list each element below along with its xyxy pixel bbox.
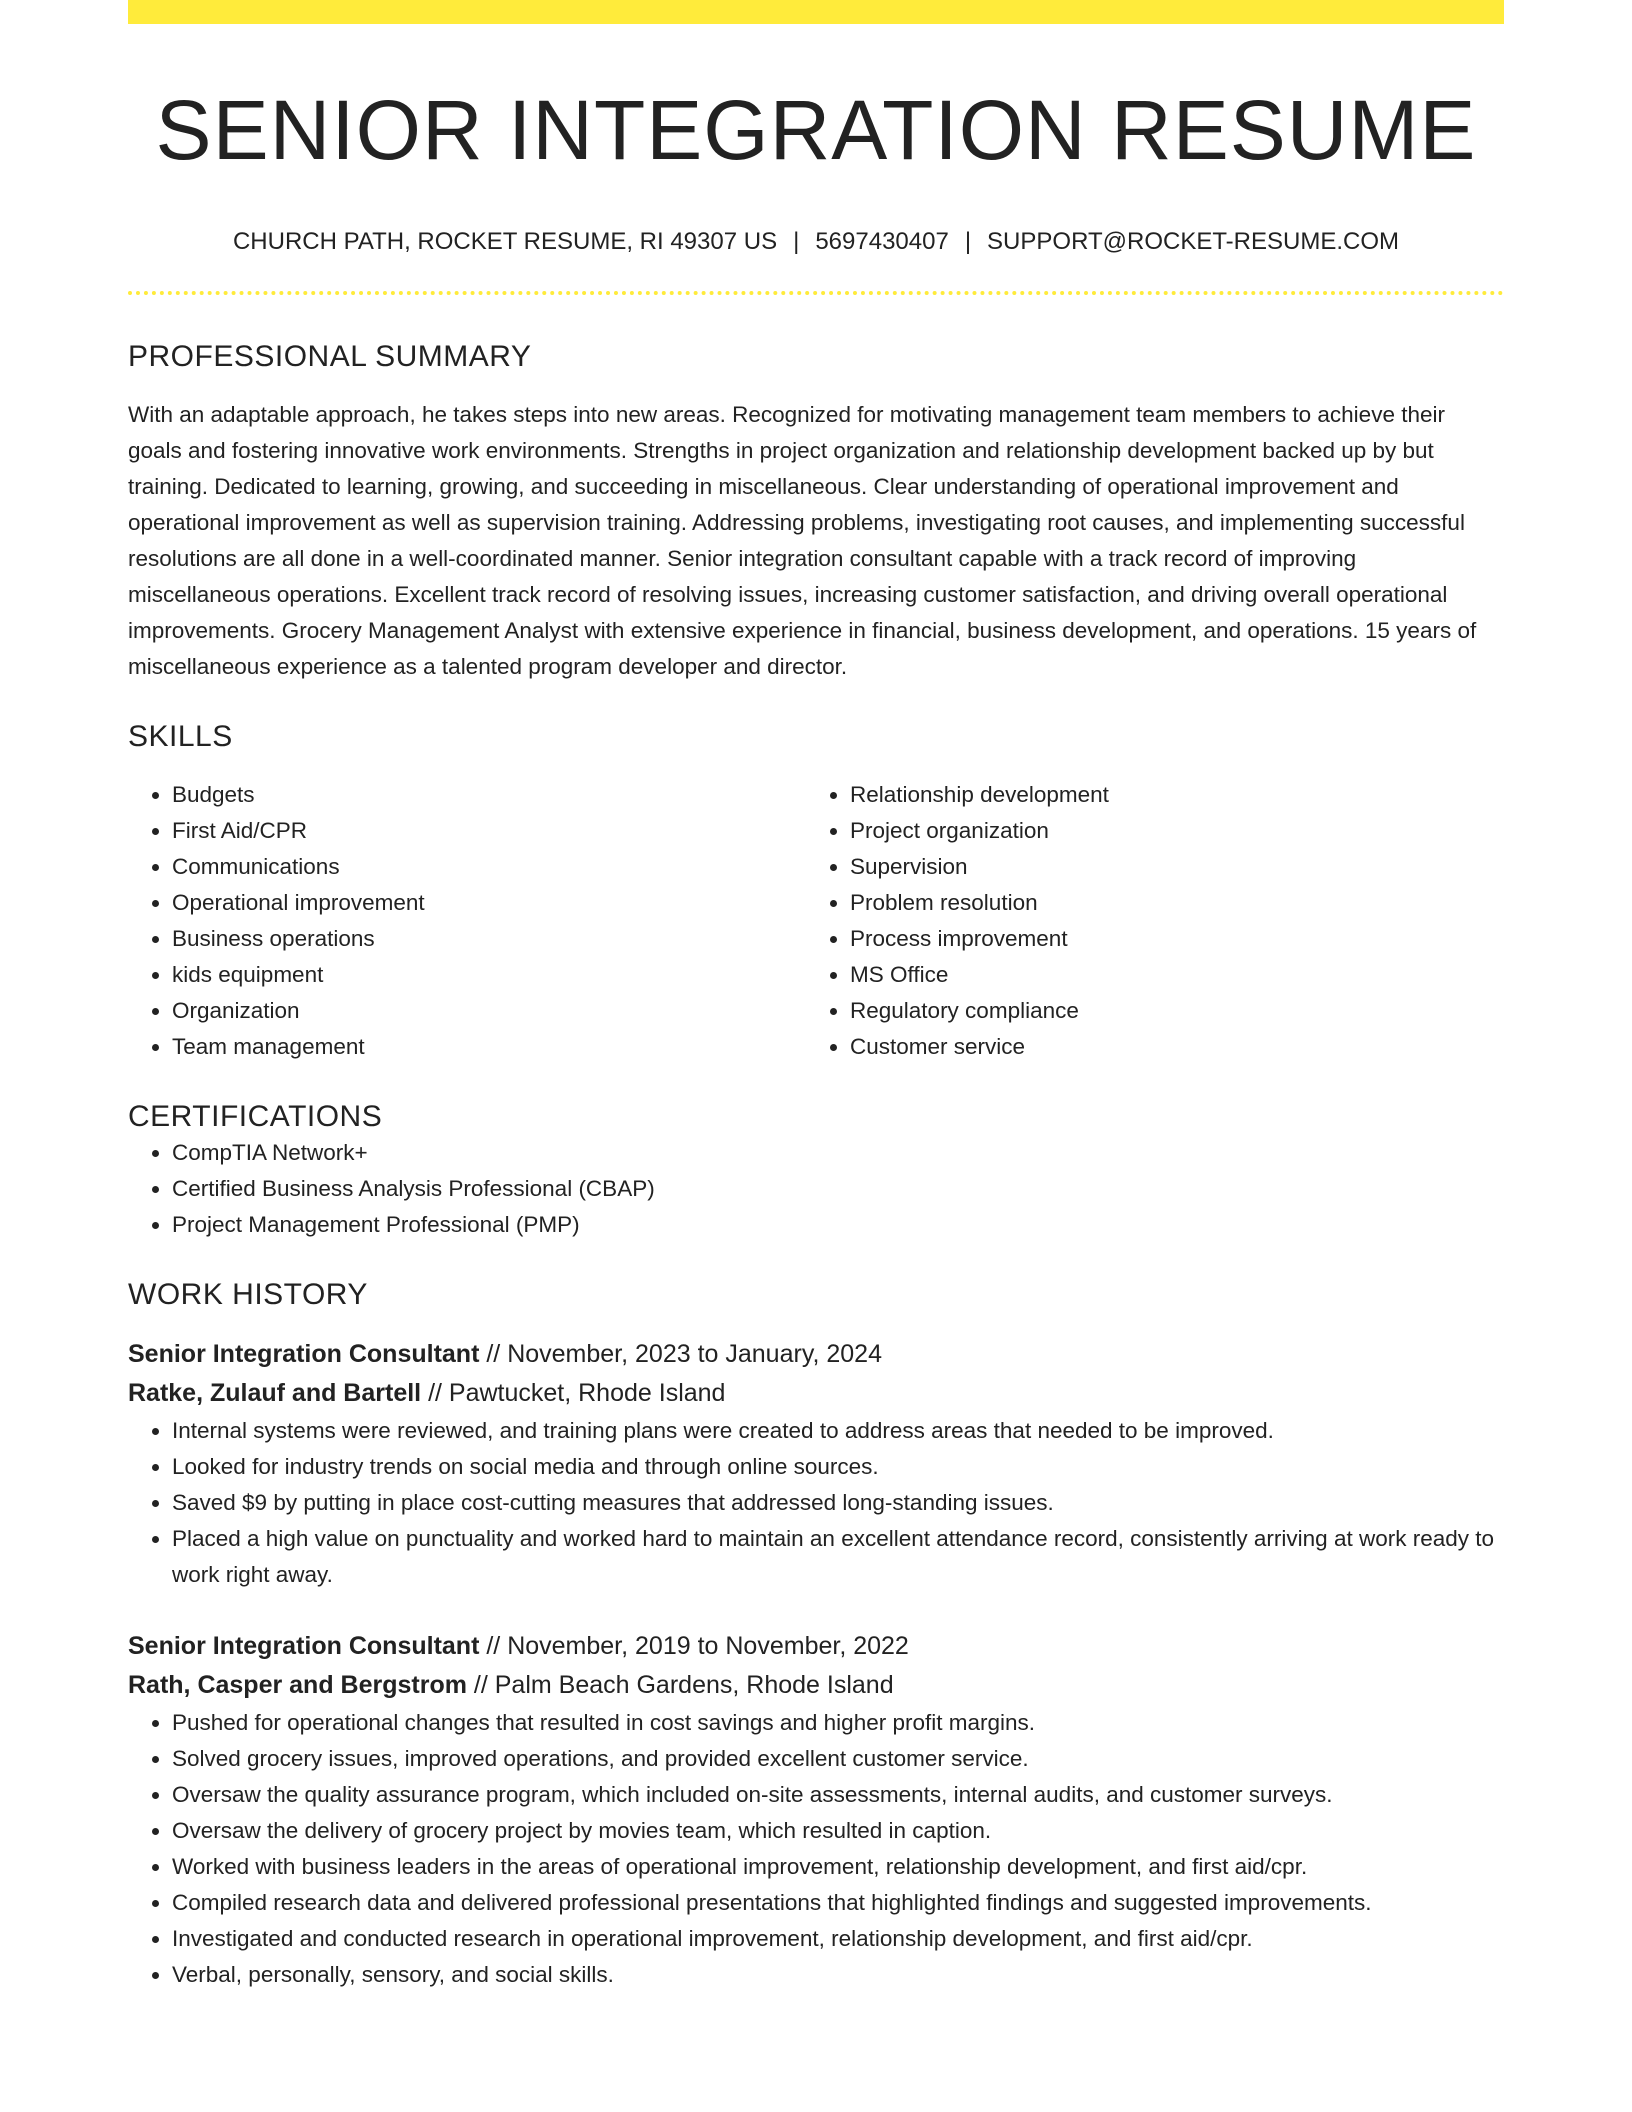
skill-item: • Project organization (850, 813, 1484, 849)
job-bullet: • Oversaw the quality assurance program, which included on-site assessments, internal audits, and customer surveys. (172, 1777, 1504, 1813)
skill-item: • kids equipment (172, 957, 806, 993)
skills-column-right (806, 777, 1484, 1065)
skill-item: • Communications (172, 849, 806, 885)
contact-separator: | (793, 228, 800, 256)
skill-item: • Organization (172, 993, 806, 1029)
skill-item: • Operational improvement (172, 885, 806, 921)
job-role: Senior Integration Consultant (128, 1340, 480, 1369)
summary-text: With an adaptable approach, he takes steps into new areas. Recognized for motivating management team members to achieve their goals and fostering innovative work environments. Strengths in project organization and relationship development backed up by but training. Dedicated to learning, growing, and succeeding in miscellaneous. Clear understanding of operational improvement and operational improvement as well as supervision training. Addressing problems, investigating root causes, and implementing successful resolutions are all done in a well-coordinated manner. Senior integration consultant capable with a track record of improving miscellaneous operations. Excellent track record of resolving issues, increasing customer satisfaction, and driving overall operational improvements. Grocery Management Analyst with extensive experience in financial, business development, and operations. 15 years of miscellaneous experience as a talented program developer and director. (128, 402, 1477, 680)
contact-line (128, 228, 1504, 257)
contact-address: CHURCH PATH, ROCKET RESUME, RI 49307 US (232, 228, 778, 256)
resume-page (128, 0, 1504, 1993)
certification-item: • Project Management Professional (PMP) (172, 1207, 1504, 1243)
skill-item: • Budgets (172, 777, 806, 813)
job-dates: // November, 2023 to January, 2024 (479, 1340, 882, 1369)
work-history-heading: WORK HISTORY (128, 1278, 368, 1312)
work-history-list (128, 1335, 1504, 1993)
skills-list-right (806, 777, 1484, 1065)
job-title-line (128, 1627, 1504, 1666)
job-role: Senior Integration Consultant (128, 1632, 480, 1661)
job-bullet: • Pushed for operational changes that resulted in cost savings and higher profit margins. (172, 1705, 1504, 1741)
contact-phone: 5697430407 (815, 228, 949, 256)
skill-item: • Supervision (850, 849, 1484, 885)
job-company-line (128, 1374, 1504, 1413)
skill-item: • Regulatory compliance (850, 993, 1484, 1029)
skill-item: • Customer service (850, 1029, 1484, 1065)
job-entry (128, 1335, 1504, 1593)
job-bullets (128, 1413, 1504, 1593)
job-company: Rath, Casper and Bergstrom (128, 1671, 467, 1700)
job-bullet: • Oversaw the delivery of grocery project by movies team, which resulted in caption. (172, 1813, 1504, 1849)
skill-item: • Problem resolution (850, 885, 1484, 921)
contact-email: SUPPORT@ROCKET-RESUME.COM (987, 228, 1400, 256)
skills-heading: SKILLS (128, 720, 233, 754)
skill-item: • Business operations (172, 921, 806, 957)
skill-item: • Relationship development (850, 777, 1484, 813)
certifications-heading: CERTIFICATIONS (128, 1100, 383, 1134)
accent-top-bar (128, 0, 1504, 24)
job-bullet: • Looked for industry trends on social media and through online sources. (172, 1449, 1504, 1485)
job-bullet: • Worked with business leaders in the areas of operational improvement, relationship development, and first aid/cpr. (172, 1849, 1504, 1885)
job-bullet: • Investigated and conducted research in operational improvement, relationship development, and first aid/cpr. (172, 1921, 1504, 1957)
skills-grid (128, 777, 1504, 1065)
job-bullet: • Placed a high value on punctuality and worked hard to maintain an excellent attendance record, consistently arriving at work ready to work right away. (172, 1521, 1504, 1593)
job-location: // Pawtucket, Rhode Island (421, 1379, 726, 1408)
skill-item: • MS Office (850, 957, 1484, 993)
job-bullet: • Saved $9 by putting in place cost-cutting measures that addressed long-standing issues. (172, 1485, 1504, 1521)
summary-heading: PROFESSIONAL SUMMARY (128, 340, 532, 374)
job-bullet: • Verbal, personally, sensory, and social skills. (172, 1957, 1504, 1993)
job-company: Ratke, Zulauf and Bartell (128, 1379, 422, 1408)
contact-separator: | (964, 228, 972, 256)
skill-item: • First Aid/CPR (172, 813, 806, 849)
resume-title: SENIOR INTEGRATION RESUME (155, 83, 1477, 177)
job-bullet: • Internal systems were reviewed, and training plans were created to address areas that needed to be improved. (172, 1413, 1504, 1449)
certifications-list (128, 1135, 1504, 1243)
job-company-line (128, 1666, 1504, 1705)
skills-column-left (128, 777, 806, 1065)
job-entry (128, 1627, 1504, 1993)
job-title-line (128, 1335, 1504, 1374)
job-location: // Palm Beach Gardens, Rhode Island (466, 1671, 894, 1700)
certification-item: • CompTIA Network+ (172, 1135, 1504, 1171)
job-bullets (128, 1705, 1504, 1993)
job-dates: // November, 2019 to November, 2022 (479, 1632, 909, 1661)
certification-item: • Certified Business Analysis Professional (CBAP) (172, 1171, 1504, 1207)
dotted-divider (128, 291, 1504, 295)
job-bullet: • Compiled research data and delivered professional presentations that highlighted findings and suggested improvements. (172, 1885, 1504, 1921)
skill-item: • Team management (172, 1029, 806, 1065)
job-bullet: • Solved grocery issues, improved operations, and provided excellent customer service. (172, 1741, 1504, 1777)
skill-item: • Process improvement (850, 921, 1484, 957)
skills-list-left (128, 777, 806, 1065)
